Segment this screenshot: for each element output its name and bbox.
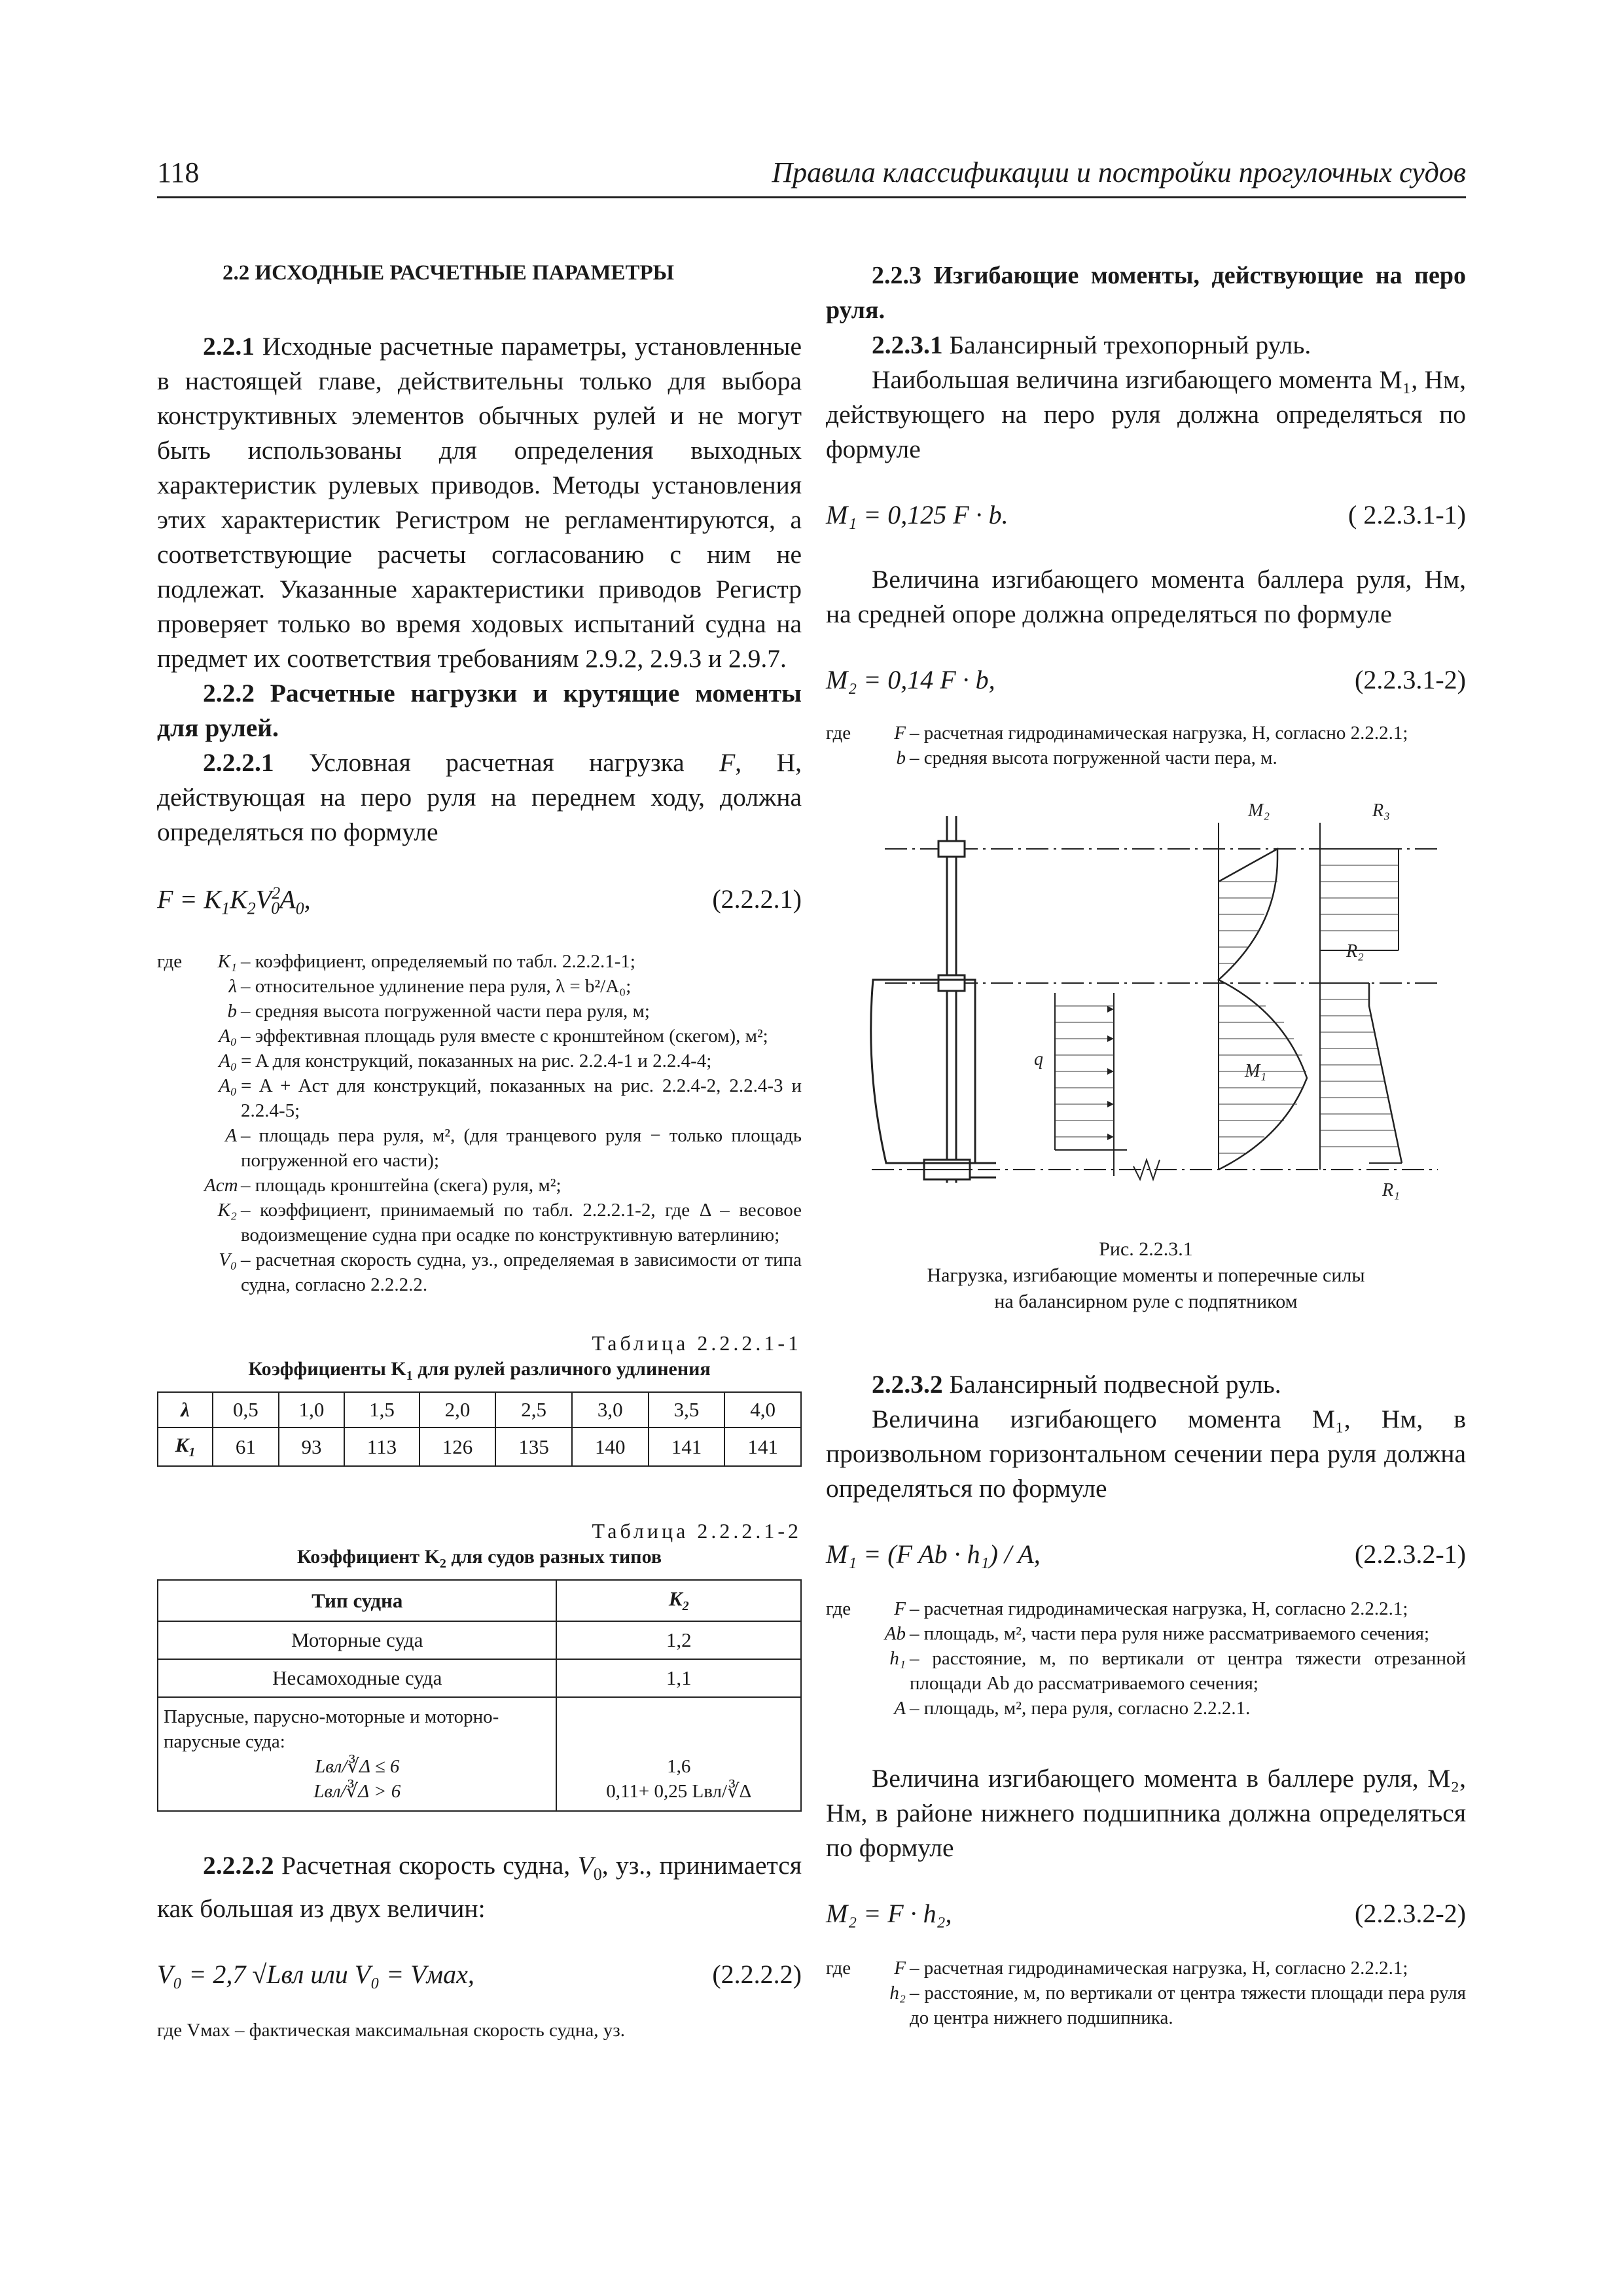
where-symbol: λ xyxy=(228,976,237,997)
table-cell xyxy=(556,1697,801,1811)
where-symbol: F xyxy=(894,1958,906,1979)
formula-expression: V₀ = 2,7 √Lвл или V₀ = Vмах, xyxy=(157,1960,474,1990)
table-header-row xyxy=(158,1580,801,1621)
where-item xyxy=(157,949,802,974)
where-item xyxy=(826,1981,1466,2030)
where-lead xyxy=(157,1198,204,1247)
table-row xyxy=(158,1621,801,1659)
table-cell: 113 xyxy=(344,1427,419,1466)
where-item xyxy=(826,745,1466,770)
table-cell xyxy=(158,1697,556,1811)
where-item xyxy=(157,1173,802,1198)
paragraph-2-2-3-2-body: Величина изгибающего момента M₁, Нм, в произвольном горизонтальном сечении пера руля должна определяться по формуле xyxy=(826,1405,1466,1503)
where-list-2-2-3-2-2 xyxy=(826,1956,1466,2030)
rudder-blade xyxy=(871,980,975,1163)
table-cell: 135 xyxy=(495,1427,572,1466)
sail-coefficient: 1,6 xyxy=(667,1756,691,1778)
table-caption: Таблица 2.2.2.1-1 xyxy=(592,1331,802,1355)
where-lead: где xyxy=(826,1958,851,1979)
sail-coefficient: 0,11+ 0,25 Lвл/∛Δ xyxy=(606,1781,752,1803)
table-cell: 0,5 xyxy=(213,1392,279,1427)
formula-2-2-2-1 xyxy=(157,884,802,923)
where-symbol: A xyxy=(225,1125,237,1146)
where-lead: где xyxy=(826,1598,851,1619)
paragraph-text: , Н, действующая на перо руля на переднем ходу, должна определяться по формуле xyxy=(157,748,802,846)
where-item xyxy=(157,1123,802,1173)
where-text: – расчетная гидродинамическая нагрузка, Н, согласно 2.2.2.1; xyxy=(910,723,1408,744)
where-lead xyxy=(826,1621,873,1646)
where-text: – площадь пера руля, м², (для транцевого руля − только площадь погруженной его части); xyxy=(241,1125,802,1171)
symbol: V xyxy=(577,1851,594,1880)
heading-2-2-2: 2.2.2 Расчетные нагрузки и крутящие моменты для рулей. xyxy=(157,679,802,742)
table-cell: 140 xyxy=(572,1427,649,1466)
page-number: 118 xyxy=(157,156,200,188)
table-cell: 2,0 xyxy=(419,1392,496,1427)
top-bearing xyxy=(938,841,965,857)
formula-2-2-3-1-1 xyxy=(826,499,1466,539)
where-item xyxy=(157,1198,802,1247)
where-symbol: A₀ xyxy=(219,1050,237,1071)
table-title: Коэффициент $K_2$ для судов разных типов xyxy=(296,1546,662,1571)
label-m1: M₁ xyxy=(1245,1061,1267,1081)
table-cell: 1,2 xyxy=(556,1621,801,1659)
where-item xyxy=(157,1024,802,1049)
table-cell: 3,5 xyxy=(649,1392,725,1427)
paragraph-number: 2.2.1 xyxy=(203,332,255,361)
formula-expression: M₁ = 0,125 F · b. xyxy=(826,500,1008,529)
where-item xyxy=(157,974,802,999)
paragraph-text: Расчетная скорость судна, xyxy=(274,1851,578,1880)
formula-expression: M₂ = 0,14 F · b, xyxy=(826,665,995,694)
table-cell: 4,0 xyxy=(724,1392,801,1427)
where-text: – расстояние, м, по вертикали от центра тяжести отрезанной площади Ab до рассматриваемого сечения; xyxy=(910,1648,1466,1694)
running-title: Правила классификации и постройки прогулочных судов xyxy=(772,156,1466,188)
where-symbol: F xyxy=(894,723,906,744)
where-item xyxy=(157,1073,802,1123)
paragraph-2-2-2-2 xyxy=(157,1848,802,1926)
where-lead: где xyxy=(157,951,183,972)
figure-caption-line: Нагрузка, изгибающие моменты и поперечные силы xyxy=(927,1265,1365,1286)
where-item xyxy=(826,1646,1466,1696)
formula-expression: M₁ = (F Ab · h₁) / A, xyxy=(826,1539,1041,1569)
where-lead xyxy=(157,1073,204,1123)
where-lead xyxy=(157,1123,204,1173)
where-lead xyxy=(157,1173,204,1198)
where-item xyxy=(826,1621,1466,1646)
table-cell: 1,5 xyxy=(344,1392,419,1427)
where-item xyxy=(826,1696,1466,1721)
formula-number: ( 2.2.3.1-1) xyxy=(1348,500,1466,529)
paragraph-text: Балансирный трехопорный руль. xyxy=(942,331,1311,359)
where-symbol: A xyxy=(894,1698,906,1719)
where-symbol: A₀ xyxy=(219,1026,237,1047)
paragraph-2-2-3-2 xyxy=(826,1367,1466,1402)
where-lead xyxy=(157,1247,204,1297)
where-text: – площадь, м², пера руля, согласно 2.2.2.1. xyxy=(910,1698,1251,1719)
where-list-2-2-3-1 xyxy=(826,721,1466,770)
right-column xyxy=(826,259,1466,2030)
formula-number: (2.2.3.1-2) xyxy=(1355,665,1466,694)
formula-number: (2.2.3.2-2) xyxy=(1355,1899,1466,1928)
formula-number: (2.2.3.2-1) xyxy=(1355,1539,1466,1569)
where-text: – коэффициент, принимаемый по табл. 2.2.2.1-2, где Δ – весовое водоизмещение судна при осадке по конструктивную ватерлинию; xyxy=(241,1200,802,1246)
formula-number: (2.2.2.1) xyxy=(712,884,802,914)
formula-expression: M₂ = F · h₂, xyxy=(826,1899,952,1928)
paragraph-number: 2.2.2.2 xyxy=(203,1851,274,1880)
table-cell: 3,0 xyxy=(572,1392,649,1427)
formula-2-2-2-2 xyxy=(157,1959,802,1998)
sail-condition: Lвл/∛Δ > 6 xyxy=(313,1781,401,1803)
paragraph-text: , уз., принимается как большая из двух величин: xyxy=(157,1851,802,1924)
where-text: – расчетная гидродинамическая нагрузка, Н, согласно 2.2.2.1; xyxy=(910,1598,1408,1619)
where-symbol: V₀ xyxy=(219,1249,237,1270)
table-cell: 61 xyxy=(213,1427,279,1466)
label-m2: M₂ xyxy=(1248,800,1270,821)
table-header-cell: Тип судна xyxy=(158,1580,556,1621)
where-lead: где xyxy=(826,723,851,744)
coefficient-k2-table xyxy=(157,1579,802,1812)
table-header-cell: λ xyxy=(158,1392,213,1427)
formula-2-2-3-1-2 xyxy=(826,664,1466,704)
table-header-cell: $K_2$ xyxy=(556,1580,801,1621)
paragraph-2-2-3-1-body: Наибольшая величина изгибающего момента M₁, Нм, действующего на перо руля должна определяться по формуле xyxy=(826,365,1466,463)
paragraph-number: 2.2.3.2 xyxy=(872,1370,943,1399)
formula-number: (2.2.2.2) xyxy=(712,1960,802,1990)
label-r3: R₃ xyxy=(1372,800,1390,821)
where-lead xyxy=(826,745,873,770)
where-text: – расчетная скорость судна, уз., определяемая в зависимости от типа судна, согласно 2.2.2.2. xyxy=(241,1249,802,1295)
header-rule xyxy=(157,196,1466,198)
table-cell: 2,5 xyxy=(495,1392,572,1427)
where-text: – средняя высота погруженной части пера руля, м; xyxy=(241,1001,650,1022)
symbol-subscript: 0 xyxy=(593,1865,602,1884)
table-cell: 1,0 xyxy=(279,1392,345,1427)
table-cell: 126 xyxy=(419,1427,496,1466)
where-text: – расстояние, м, по вертикали от центра тяжести площади пера руля до центра нижнего подшипника. xyxy=(910,1982,1466,2028)
where-text: – относительное удлинение пера руля, λ = b²/A₀; xyxy=(241,976,632,997)
where-lead xyxy=(157,1049,204,1073)
paragraph-2-2-3-2-body2: Величина изгибающего момента в баллере руля, M₂, Нм, в районе нижнего подшипника должна определяться по формуле xyxy=(826,1764,1466,1862)
formula-expression: $F = K_1K_2V^2_0A_0$, xyxy=(157,884,311,918)
where-2-2-2-2: где Vмах – фактическая максимальная скорость судна, уз. xyxy=(157,2020,626,2041)
where-list-2-2-2-1 xyxy=(157,949,802,1297)
where-symbol: h₂ xyxy=(889,1982,906,2003)
where-text: = A для конструкций, показанных на рис. 2.2.4-1 и 2.2.4-4; xyxy=(241,1050,712,1071)
table-cell: Несамоходные суда xyxy=(158,1659,556,1697)
where-item xyxy=(157,999,802,1024)
moment-curve xyxy=(1219,849,1307,1170)
where-item xyxy=(157,1247,802,1297)
where-lead xyxy=(826,1981,873,2030)
where-text: = A + Aст для конструкций, показанных на рис. 2.2.4-2, 2.2.4-3 и 2.2.4-5; xyxy=(241,1075,802,1121)
where-symbol: A₀ xyxy=(219,1075,237,1096)
table-row xyxy=(158,1697,801,1811)
paragraph-number: 2.2.2.1 xyxy=(203,748,274,777)
section-title: 2.2 ИСХОДНЫЕ РАСЧЕТНЫЕ ПАРАМЕТРЫ xyxy=(223,261,675,285)
figure-caption-number: Рис. 2.2.3.1 xyxy=(1099,1238,1193,1260)
table-cell: 93 xyxy=(279,1427,345,1466)
where-item xyxy=(826,721,1466,745)
table-row xyxy=(158,1427,801,1466)
paragraph-2-2-2-1 xyxy=(157,745,802,850)
label-r1: R₁ xyxy=(1382,1180,1400,1200)
where-lead xyxy=(157,999,204,1024)
table-title: Коэффициенты $K_1$ для рулей различного удлинения xyxy=(248,1358,711,1383)
middle-bearing xyxy=(938,975,965,991)
table-row xyxy=(158,1392,801,1427)
label-q: q xyxy=(1034,1049,1043,1069)
table-caption: Таблица 2.2.2.1-2 xyxy=(592,1519,802,1543)
table-cell: Моторные суда xyxy=(158,1621,556,1659)
where-lead xyxy=(826,1646,873,1696)
where-text: – средняя высота погруженной части пера, м. xyxy=(910,747,1277,768)
formula-2-2-3-2-1 xyxy=(826,1539,1466,1578)
where-item xyxy=(157,1049,802,1073)
figure-caption-line: на балансирном руле с подпятником xyxy=(994,1291,1298,1312)
where-item xyxy=(826,1956,1466,1981)
paragraph-text: Условная расчетная нагрузка xyxy=(274,748,720,777)
where-text: – расчетная гидродинамическая нагрузка, Н, согласно 2.2.2.1; xyxy=(910,1958,1408,1979)
sail-label: Парусные, парусно-моторные и моторно-парусные суда: xyxy=(164,1706,499,1753)
where-text: – эффективная площадь руля вместе с кронштейном (скегом), м²; xyxy=(241,1026,768,1047)
rudder-load-figure xyxy=(826,797,1466,1229)
where-lead xyxy=(157,974,204,999)
symbol: F xyxy=(719,748,736,777)
where-symbol: h₁ xyxy=(889,1648,906,1669)
formula-2-2-3-2-2 xyxy=(826,1898,1466,1937)
paragraph-2-2-1 xyxy=(157,329,802,676)
where-symbol: Aст xyxy=(204,1175,238,1196)
paragraph-text: Исходные расчетные параметры, установленные в настоящей главе, действительны только для выбора конструктивных элементов обычных рулей и не могут быть использованы для определения выходных характеристик рулевых приводов. Методы установления этих характеристик Регистром не регламентируются, а соответствующие расчеты согласованию с ним не подлежат. Указанные характеристики приводов Регистр проверяет только во время ходовых испытаний судна на предмет их соответствия требованиям 2.9.2, 2.9.3 и 2.9.7. xyxy=(157,332,802,673)
sail-condition: Lвл/∛Δ ≤ 6 xyxy=(315,1756,400,1778)
paragraph-number: 2.2.3.1 xyxy=(872,331,943,359)
table-cell: 141 xyxy=(724,1427,801,1466)
rudder-diagram xyxy=(826,797,1466,1229)
where-text: – коэффициент, определяемый по табл. 2.2.2.1-1; xyxy=(241,951,635,972)
paragraph-text: Балансирный подвесной руль. xyxy=(942,1370,1281,1399)
table-cell: 1,1 xyxy=(556,1659,801,1697)
where-text: – площадь кронштейна (скега) руля, м²; xyxy=(241,1175,562,1196)
where-lead xyxy=(826,1696,873,1721)
left-column xyxy=(157,259,802,2043)
where-text: – площадь, м², части пера руля ниже рассматриваемого сечения; xyxy=(910,1623,1430,1644)
where-lead xyxy=(157,1024,204,1049)
where-symbol: Ab xyxy=(884,1623,906,1644)
table-cell: 141 xyxy=(649,1427,725,1466)
where-symbol: K₁ xyxy=(217,951,237,972)
where-symbol: K₂ xyxy=(217,1200,237,1221)
where-item xyxy=(826,1596,1466,1621)
table-row xyxy=(158,1659,801,1697)
heading-2-2-3: 2.2.3 Изгибающие моменты, действующие на перо руля. xyxy=(826,262,1466,324)
where-symbol: b xyxy=(896,747,906,768)
table-header-cell: $K_1$ xyxy=(158,1427,213,1466)
paragraph-2-2-3-1 xyxy=(826,328,1466,363)
where-symbol: b xyxy=(227,1001,237,1022)
label-r2: R₂ xyxy=(1346,941,1364,961)
coefficient-k1-table xyxy=(157,1391,802,1467)
where-symbol: F xyxy=(894,1598,906,1619)
where-list-2-2-3-2-1 xyxy=(826,1596,1466,1721)
paragraph-2-2-3-1-body2: Величина изгибающего момента баллера руля, Нм, на средней опоре должна определяться по формуле xyxy=(826,565,1466,628)
